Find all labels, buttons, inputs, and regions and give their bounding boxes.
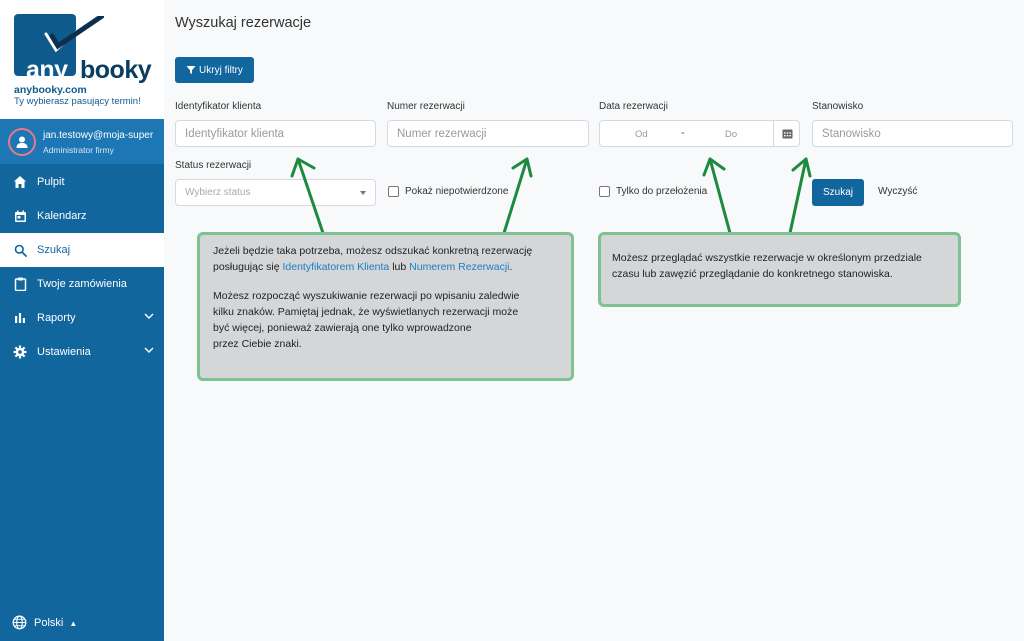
gear-icon xyxy=(12,344,28,360)
anybooky-logo[interactable] xyxy=(14,14,152,84)
logo-text-any: any xyxy=(26,56,68,84)
sidebar-nav xyxy=(0,165,164,369)
sidebar-item-pulpit[interactable] xyxy=(0,165,164,199)
sidebar-item-label: Szukaj xyxy=(37,244,71,256)
arrow-station xyxy=(790,159,806,233)
language-label: Polski xyxy=(34,617,64,629)
user-icon xyxy=(15,135,29,149)
reservation-number-label: Numer rezerwacji xyxy=(387,101,465,112)
checkbox-box[interactable] xyxy=(388,186,399,197)
date-separator: - xyxy=(681,127,685,139)
status-select[interactable] xyxy=(175,179,376,206)
search-icon xyxy=(12,242,28,258)
sidebar-item-zamowienia[interactable] xyxy=(0,267,164,301)
chevron-down-icon xyxy=(144,313,154,320)
station-field[interactable] xyxy=(812,120,1013,147)
logo-check-icon xyxy=(42,16,104,56)
calendar-icon xyxy=(782,128,793,139)
clear-button[interactable]: Wyczyść xyxy=(878,186,918,197)
annotation-left-p2-line1: Możesz rozpocząć wyszukiwanie rezerwacji po wpisaniu zaledwie xyxy=(213,289,520,302)
annotation-left-p2-line2: kilku znaków. Pamiętaj jednak, że wyświetlanych rezerwacji może xyxy=(213,305,519,318)
date-range-picker[interactable] xyxy=(599,120,800,147)
arrow-client-id-head xyxy=(292,159,314,176)
highlight-client-id: Identyfikatorem Klienta xyxy=(282,261,390,274)
sidebar-item-ustawienia[interactable] xyxy=(0,335,164,369)
user-email: jan.testowy@moja-super xyxy=(43,130,154,141)
reservation-date-label: Data rezerwacji xyxy=(599,101,668,112)
annotation-box-right xyxy=(598,232,961,307)
search-button[interactable]: Szukaj xyxy=(812,179,864,206)
calendar-button[interactable] xyxy=(773,121,800,146)
client-id-label: Identyfikator klienta xyxy=(175,101,262,112)
hide-filters-label: Ukryj filtry xyxy=(199,64,243,76)
calendar-icon xyxy=(12,208,28,224)
sidebar-item-label: Raporty xyxy=(37,312,76,324)
bar-chart-icon xyxy=(12,310,28,326)
home-icon xyxy=(12,174,28,190)
only-reschedule-label: Tylko do przełożenia xyxy=(616,186,708,197)
arrow-station-head xyxy=(793,159,810,176)
annotation-right-line2: czasu lub zawęzić przeglądanie do konkretnego stanowiska. xyxy=(612,268,893,281)
arrow-date-head xyxy=(704,159,724,175)
chevron-down-icon xyxy=(144,347,154,354)
date-from-input[interactable]: Od xyxy=(635,129,648,140)
user-profile[interactable] xyxy=(0,119,164,164)
caret-up-icon: ▲ xyxy=(69,618,78,628)
sidebar-item-label: Kalendarz xyxy=(37,210,87,222)
highlight-reservation-number: Numerem Rezerwacji xyxy=(409,261,510,274)
reservation-number-field[interactable] xyxy=(387,120,589,147)
sidebar xyxy=(0,0,164,641)
dropdown-arrow-icon xyxy=(360,191,366,195)
status-placeholder: Wybierz status xyxy=(185,187,251,198)
page-title: Wyszukaj rezerwacje xyxy=(175,15,312,31)
brand-area xyxy=(0,0,164,119)
show-unconfirmed-label: Pokaż niepotwierdzone xyxy=(405,186,509,197)
language-selector[interactable] xyxy=(12,615,77,631)
annotation-right-line1: Możesz przeglądać wszystkie rezerwacje w określonym przedziale xyxy=(612,252,922,264)
sidebar-item-label: Pulpit xyxy=(37,176,65,188)
only-reschedule-checkbox[interactable] xyxy=(599,186,707,197)
station-input[interactable] xyxy=(822,128,1012,140)
filter-icon xyxy=(186,65,196,75)
annotation-left-p2-line3: być więcej, ponieważ zawierają one tylko wprowadzone xyxy=(213,322,472,335)
globe-icon xyxy=(12,615,28,631)
sidebar-item-label: Twoje zamówienia xyxy=(37,278,127,290)
sidebar-item-szukaj[interactable] xyxy=(0,233,164,267)
sidebar-item-label: Ustawienia xyxy=(37,346,91,358)
annotation-text: . xyxy=(509,261,513,274)
annotation-left-line2 xyxy=(213,259,561,275)
show-unconfirmed-checkbox[interactable] xyxy=(388,186,508,197)
date-to-input[interactable]: Do xyxy=(725,129,738,140)
checkbox-box[interactable] xyxy=(599,186,610,197)
brand-tagline: Ty wybierasz pasujący termin! xyxy=(14,96,141,107)
annotation-text: posługując się xyxy=(213,261,283,274)
client-id-input[interactable] xyxy=(185,128,375,140)
annotation-text: lub xyxy=(389,261,410,274)
annotation-left-line1: Jeżeli będzie taka potrzeba, możesz odszukać konkretną rezerwację xyxy=(213,245,533,257)
clipboard-icon xyxy=(12,276,28,292)
brand-domain[interactable]: anybooky.com xyxy=(14,84,87,96)
reservation-number-input[interactable] xyxy=(397,128,588,140)
arrow-date xyxy=(710,159,730,233)
user-role: Administrator firmy xyxy=(43,145,114,155)
station-label: Stanowisko xyxy=(812,101,864,112)
annotation-box-left xyxy=(197,232,574,381)
sidebar-item-kalendarz[interactable] xyxy=(0,199,164,233)
logo-text-booky: booky xyxy=(80,56,152,84)
hide-filters-button[interactable] xyxy=(175,57,254,83)
annotation-left-p2-line4: przez Ciebie znaki. xyxy=(213,338,302,351)
sidebar-item-raporty[interactable] xyxy=(0,301,164,335)
arrow-reservation-number-head xyxy=(513,159,531,176)
client-id-field[interactable] xyxy=(175,120,376,147)
status-label: Status rezerwacji xyxy=(175,160,252,171)
avatar[interactable] xyxy=(8,128,36,156)
